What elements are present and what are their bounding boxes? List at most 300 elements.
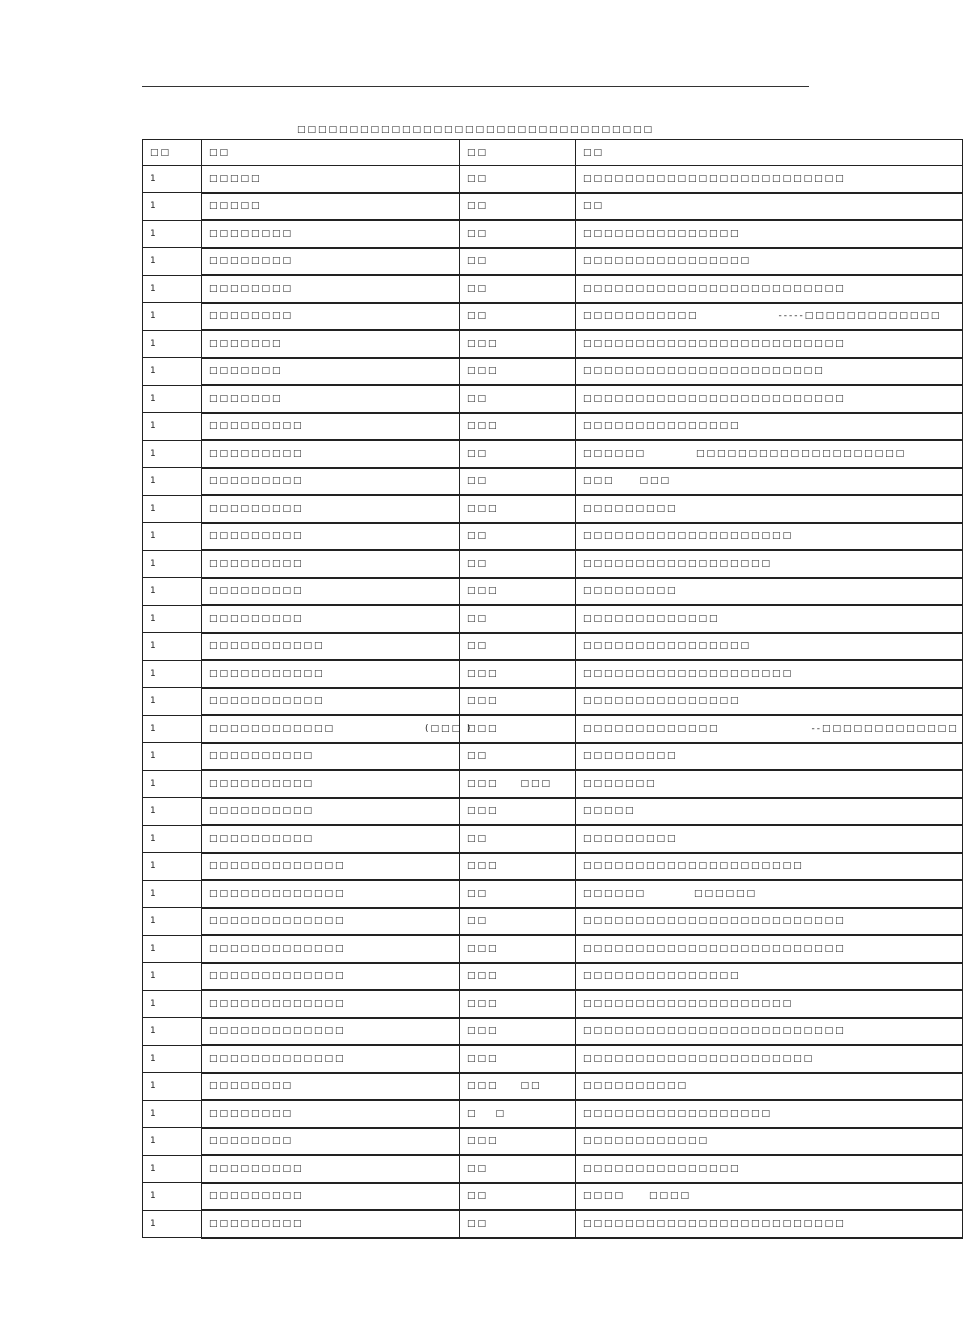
row-description-text: □□□□□□□□□□□□□ [583, 723, 720, 734]
row-name-text: □□□□□□□□ [209, 283, 294, 294]
row-description [576, 1155, 963, 1183]
row-description [576, 578, 963, 606]
table-row [143, 385, 963, 413]
row-description [576, 825, 963, 853]
row-description-text: □□ [583, 201, 605, 212]
row-type-text: □□ [467, 283, 489, 294]
table-row [143, 330, 963, 358]
row-type-text: □□□ [467, 421, 499, 432]
row-number [143, 440, 202, 468]
table-row [143, 908, 963, 936]
row-description-extra: □□□□□□□□□□□□□□□□□□□□ [696, 448, 907, 459]
row-type-text: □□□ [467, 723, 499, 734]
row-type-text: □□ [467, 1218, 489, 1229]
table-row [143, 220, 963, 248]
row-name [202, 385, 460, 413]
row-type-text: □□□ [467, 806, 499, 817]
row-description [576, 1183, 963, 1211]
row-description-text: □□□□□□□ [583, 778, 657, 789]
row-number-text: 1 [150, 421, 158, 432]
table-row [143, 1018, 963, 1046]
row-type [460, 220, 576, 248]
table-row [143, 1155, 963, 1183]
row-number [143, 770, 202, 798]
row-description-text: □□□□□□□□□ [583, 751, 678, 762]
row-type-text: □□ [467, 201, 489, 212]
row-description [576, 1073, 963, 1101]
row-type [460, 193, 576, 221]
row-name [202, 743, 460, 771]
row-description [576, 633, 963, 661]
row-description [576, 468, 963, 496]
row-type-text: □ [467, 1108, 478, 1119]
row-number [143, 1183, 202, 1211]
row-type [460, 1100, 576, 1128]
row-description-text: □□□□□□□□□□□□□□□□□□□□□□□□□ [583, 1026, 846, 1037]
row-description [576, 440, 963, 468]
table-row [143, 715, 963, 743]
table-row [143, 578, 963, 606]
row-type [460, 495, 576, 523]
row-name-text: □□□□□□□□□ [209, 1191, 304, 1202]
row-type-text: □□□ [467, 503, 499, 514]
row-name [202, 578, 460, 606]
row-description-text: □□□□□□□□□□□□□□□ [583, 421, 741, 432]
row-type [460, 468, 576, 496]
row-description-text: □□□□□□□□□□□□□□□□□□□□□□□□□ [583, 283, 846, 294]
row-number-text: 1 [150, 283, 158, 294]
row-type [460, 798, 576, 826]
row-description [576, 1045, 963, 1073]
row-description [576, 798, 963, 826]
row-name-text: □□□□□□□□□□□□□ [209, 971, 346, 982]
row-number-text: 1 [150, 476, 158, 487]
row-name-text: □□□□□□□□□□□□ [209, 723, 336, 734]
table-row [143, 633, 963, 661]
row-description [576, 385, 963, 413]
row-name-text: □□□□□□□□□ [209, 448, 304, 459]
row-name-text: □□□□□□□ [209, 366, 283, 377]
row-name [202, 1045, 460, 1073]
row-number [143, 468, 202, 496]
table-row [143, 798, 963, 826]
row-name [202, 495, 460, 523]
row-description-text: □□□□□ [583, 806, 636, 817]
row-type-text: □□□ [467, 1136, 499, 1147]
row-type [460, 523, 576, 551]
row-type-text: □□ [467, 1191, 489, 1202]
row-name-text: □□□□□□□□ [209, 228, 294, 239]
row-type-text: □□ [467, 531, 489, 542]
row-name-text: □□□□□□□□□ [209, 586, 304, 597]
table-row [143, 468, 963, 496]
row-description [576, 908, 963, 936]
row-name-text: □□□□□□□□□□ [209, 778, 315, 789]
row-name [202, 633, 460, 661]
header-desc: □□ [576, 140, 963, 166]
row-number-text: 1 [150, 833, 158, 844]
row-number-text: 1 [150, 366, 158, 377]
row-number-text: 1 [150, 558, 158, 569]
row-name-text: □□□□□ [209, 201, 262, 212]
row-name [202, 1073, 460, 1101]
row-name [202, 715, 473, 743]
row-type [460, 935, 576, 963]
row-description [576, 166, 963, 193]
row-type-text: □□□ [467, 668, 499, 679]
row-name-text: □□□□□□□□ [209, 311, 294, 322]
row-name [202, 440, 460, 468]
row-name [202, 468, 460, 496]
row-type [460, 743, 576, 771]
row-description-text: □□□□□□□□□□□□□□□ [583, 696, 741, 707]
table-row [143, 495, 963, 523]
row-type-text: □□ [467, 613, 489, 624]
row-number [143, 605, 202, 633]
row-number-text: 1 [150, 1163, 158, 1174]
row-number [143, 193, 202, 221]
row-number-text: 1 [150, 641, 158, 652]
row-name-text: □□□□□□□□□□□□□ [209, 916, 346, 927]
row-name [202, 908, 460, 936]
row-number-text: 1 [150, 696, 158, 707]
row-type-text: □□□ [467, 971, 499, 982]
row-name-text: □□□□□□□□□□□ [209, 696, 325, 707]
row-name [202, 770, 460, 798]
table-row [143, 440, 963, 468]
table-row [143, 413, 963, 441]
row-type-extra: □□ [520, 1081, 542, 1092]
row-type [460, 303, 576, 331]
row-type [460, 1155, 576, 1183]
row-number-text: 1 [150, 723, 158, 734]
row-number [143, 495, 202, 523]
row-number-text: 1 [150, 1136, 158, 1147]
table-row [143, 825, 963, 853]
row-name-text: □□□□□□□□□ [209, 476, 304, 487]
row-number [143, 1045, 202, 1073]
row-number [143, 1155, 202, 1183]
row-type [460, 688, 576, 716]
row-description-text: □□□□□□□□□□□□□□□□□□□□□ [583, 861, 804, 872]
row-type-text: □□□ [467, 943, 499, 954]
row-description [576, 1100, 963, 1128]
row-description [576, 193, 963, 221]
table-row [143, 550, 963, 578]
row-number-text: 1 [150, 531, 158, 542]
row-type-text: □□□ [467, 1081, 499, 1092]
row-description [576, 853, 963, 881]
row-number-text: 1 [150, 888, 158, 899]
row-number-text: 1 [150, 1108, 158, 1119]
row-description-text: □□□□□□□□□□□□□□□□□□□□□□□□□ [583, 338, 846, 349]
row-name [202, 880, 460, 908]
row-type [460, 770, 576, 798]
row-description [576, 358, 963, 386]
row-description-text: □□□□□□□□□□□□□□□□□□□□□□□□□ [583, 916, 846, 927]
row-name-text: □□□□□□□ [209, 393, 283, 404]
row-type-text: □□□ [467, 998, 499, 1009]
row-description-text: □□□□□□□□□□□□□□□□□□□□□□□□□ [583, 1218, 846, 1229]
row-number-text: 1 [150, 1081, 158, 1092]
row-number [143, 825, 202, 853]
row-type-text: □□□ [467, 366, 499, 377]
row-number [143, 935, 202, 963]
table-row [143, 990, 963, 1018]
row-type-extra: □ [495, 1108, 507, 1119]
row-description-text: □□□ [583, 476, 615, 487]
row-type [460, 385, 576, 413]
row-name-text: □□□□□□□□ [209, 256, 294, 267]
row-name [202, 413, 460, 441]
row-type-text: □□ [467, 888, 489, 899]
row-name [202, 688, 460, 716]
row-name-note: (□□□ ) [425, 723, 473, 734]
row-type [460, 358, 576, 386]
row-number-text: 1 [150, 228, 158, 239]
table-row [143, 605, 963, 633]
header-no: □□ [143, 140, 202, 166]
row-type [460, 330, 576, 358]
row-name-text: □□□□□□□□□ [209, 613, 304, 624]
row-description-extra: □□□□ [649, 1191, 692, 1202]
row-description [576, 523, 963, 551]
row-description-text: □□□□□□□□□□□□□□□ [583, 228, 741, 239]
row-type-text: □□ [467, 1163, 489, 1174]
row-description [576, 248, 963, 276]
row-description [576, 275, 963, 303]
row-name [202, 1155, 460, 1183]
row-number-text: 1 [150, 393, 158, 404]
row-description [576, 688, 963, 716]
row-type [460, 275, 576, 303]
row-name [202, 1128, 460, 1156]
row-description-text: □□□□□□□□□□□□□□□□□□ [583, 558, 773, 569]
row-name-text: □□□□□□□□□□□□□ [209, 943, 346, 954]
row-description-extra: --□□□□□□□□□□□□□ [811, 723, 959, 734]
row-type [460, 1045, 576, 1073]
row-number [143, 385, 202, 413]
row-type [460, 1128, 576, 1156]
row-description [576, 660, 963, 688]
row-number-text: 1 [150, 586, 158, 597]
row-number [143, 550, 202, 578]
row-type-text: □□□ [467, 696, 499, 707]
table-row [143, 275, 963, 303]
row-name-text: □□□□□□□□□□ [209, 751, 315, 762]
row-name [202, 853, 460, 881]
row-description-text: □□□□ [583, 1191, 626, 1202]
row-number [143, 633, 202, 661]
table-row [143, 166, 963, 193]
row-name-text: □□□□□□□ [209, 338, 283, 349]
row-description-extra: -----□□□□□□□□□□□□□ [778, 311, 942, 322]
row-name-text: □□□□□□□□□□□ [209, 668, 325, 679]
row-description-extra: □□□ [639, 476, 672, 487]
row-description [576, 935, 963, 963]
row-number [143, 660, 202, 688]
row-type-text: □□□ [467, 338, 499, 349]
document-title: □□□□□□□□□□□□□□□□□□□□□□□□□□□□□□□□□□ [296, 125, 655, 135]
row-description-text: □□□□□□□□□□□□□□□□□□□□ [583, 531, 794, 542]
row-number-text: 1 [150, 311, 158, 322]
data-table [142, 139, 963, 1239]
row-number [143, 248, 202, 276]
row-description [576, 605, 963, 633]
row-type-text: □□□ [467, 778, 499, 789]
table-row [143, 963, 963, 991]
row-number [143, 330, 202, 358]
table-row [143, 1128, 963, 1156]
row-name-text: □□□□□□□□□ [209, 558, 304, 569]
row-name [202, 990, 460, 1018]
row-type-text: □□ [467, 228, 489, 239]
row-type-text: □□ [467, 833, 489, 844]
row-number [143, 880, 202, 908]
row-number-text: 1 [150, 174, 158, 184]
row-description [576, 330, 963, 358]
row-description [576, 880, 963, 908]
row-name [202, 220, 460, 248]
row-description-text: □□□□□□ [583, 448, 647, 459]
row-number [143, 166, 202, 193]
row-name [202, 303, 460, 331]
row-type-text: □□ [467, 476, 489, 487]
row-description-text: □□□□□□□□□□□□□□□□□□□□□□□□□ [583, 943, 846, 954]
row-number [143, 990, 202, 1018]
row-type [460, 1183, 576, 1211]
row-name [202, 1183, 460, 1211]
row-description [576, 770, 963, 798]
row-description-text: □□□□□□□□□□□□□□□□□□□□□□□□□ [583, 393, 846, 404]
table-row [143, 660, 963, 688]
row-number-text: 1 [150, 861, 158, 872]
row-number [143, 908, 202, 936]
row-description [576, 495, 963, 523]
row-type [460, 578, 576, 606]
row-type [460, 1018, 576, 1046]
row-number [143, 1018, 202, 1046]
row-name-text: □□□□□□□□□□□ [209, 641, 325, 652]
row-name-text: □□□□□□□□□□□□□ [209, 998, 346, 1009]
row-description [576, 963, 963, 991]
row-description-text: □□□□□□□□□ [583, 503, 678, 514]
row-description-text: □□□□□□□□□□□□□□□□□□□□ [583, 998, 794, 1009]
row-description-text: □□□□□□□□□□□□ [583, 1136, 710, 1147]
row-type [460, 1073, 576, 1101]
row-number [143, 275, 202, 303]
row-type [460, 990, 576, 1018]
row-name-text: □□□□□□□□ [209, 1108, 294, 1119]
row-name-text: □□□□□□□□□ [209, 503, 304, 514]
row-number-text: 1 [150, 1026, 158, 1037]
row-name [202, 1018, 460, 1046]
row-number-text: 1 [150, 943, 158, 954]
row-name-text: □□□□□□□□□□ [209, 833, 315, 844]
row-description [576, 715, 963, 743]
row-number [143, 743, 202, 771]
row-name-text: □□□□□ [209, 173, 262, 184]
row-description-text: □□□□□□□□□□□□□□□ [583, 971, 741, 982]
row-number-text: 1 [150, 1191, 158, 1202]
row-type-text: □□ [467, 393, 489, 404]
row-number-text: 1 [150, 1053, 158, 1064]
row-number-text: 1 [150, 338, 158, 349]
row-name-text: □□□□□□□□□□□□□ [209, 888, 346, 899]
row-number-text: 1 [150, 916, 158, 927]
table-row [143, 523, 963, 551]
row-name [202, 798, 460, 826]
row-type [460, 440, 576, 468]
row-number-text: 1 [150, 971, 158, 982]
row-description [576, 743, 963, 771]
row-name [202, 166, 460, 193]
row-name [202, 963, 460, 991]
row-description [576, 1210, 963, 1238]
row-description-text: □□□□□□□□□□□□□□□□□□□□ [583, 668, 794, 679]
row-description [576, 413, 963, 441]
row-type [460, 908, 576, 936]
row-name [202, 358, 460, 386]
row-description-text: □□□□□□□□□□□□□□□□□□□□□□ [583, 1053, 815, 1064]
row-description [576, 1018, 963, 1046]
row-type-text: □□□ [467, 586, 499, 597]
row-number [143, 523, 202, 551]
row-description-text: □□□□□□□□□□ [583, 1081, 689, 1092]
header-type: □□ [460, 140, 576, 166]
table-row [143, 880, 963, 908]
row-type [460, 853, 576, 881]
row-number [143, 1100, 202, 1128]
table-row [143, 935, 963, 963]
row-description-text: □□□□□□□□□□□ [583, 311, 699, 322]
row-name-text: □□□□□□□□□□ [209, 806, 315, 817]
row-type-extra: □□□ [520, 778, 553, 789]
row-type-text: □□ [467, 311, 489, 322]
row-type-text: □□□ [467, 1053, 499, 1064]
row-name-text: □□□□□□□□□□□□□ [209, 1026, 346, 1037]
row-name [202, 935, 460, 963]
row-number-text: 1 [150, 998, 158, 1009]
table-row [143, 248, 963, 276]
row-description-text: □□□□□□□□□□□□□□□□ [583, 641, 752, 652]
header-name: □□ [202, 140, 460, 166]
table-row [143, 1100, 963, 1128]
row-description-text: □□□□□□□□□□□□□□□□□□□□□□□ [583, 366, 825, 377]
table-row [143, 1073, 963, 1101]
row-type [460, 660, 576, 688]
row-number [143, 303, 202, 331]
table-row [143, 853, 963, 881]
row-name [202, 825, 460, 853]
row-description [576, 1128, 963, 1156]
row-name [202, 523, 460, 551]
row-description-text: □□□□□□□□□□□□□□□ [583, 1163, 741, 1174]
table-header-row [143, 140, 963, 166]
row-number [143, 413, 202, 441]
row-number-text: 1 [150, 448, 158, 459]
row-name [202, 605, 460, 633]
row-type-text: □□□ [467, 861, 499, 872]
row-description-text: □□□□□□□□□ [583, 833, 678, 844]
row-type [460, 248, 576, 276]
row-name [202, 193, 460, 221]
row-number [143, 1128, 202, 1156]
table-row [143, 193, 963, 221]
header-rule [142, 86, 809, 87]
row-name [202, 275, 460, 303]
row-name-text: □□□□□□□□□ [209, 421, 304, 432]
